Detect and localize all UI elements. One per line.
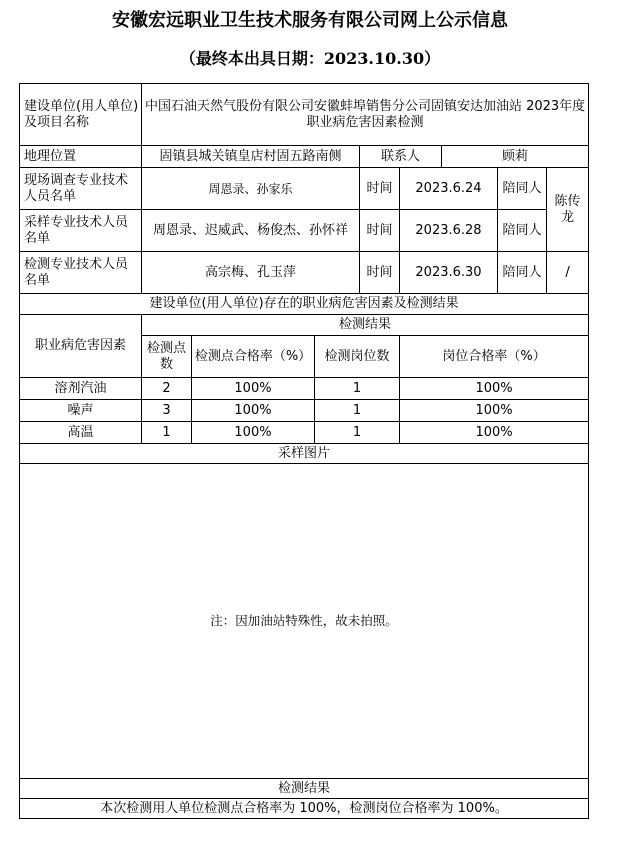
photos-title-row bbox=[20, 444, 589, 464]
posts-cell: 1 bbox=[315, 378, 400, 400]
location-label: 地理位置 bbox=[20, 146, 142, 168]
column-header: 检测点合格率（%） bbox=[192, 336, 315, 378]
points-cell: 2 bbox=[142, 378, 192, 400]
disclosure-table bbox=[19, 83, 589, 819]
testing-escort: / bbox=[547, 252, 589, 294]
testing-time-label: 时间 bbox=[360, 252, 400, 294]
points-cell: 1 bbox=[142, 422, 192, 444]
hazard-header: 职业病危害因素 bbox=[20, 315, 142, 378]
survey-time-label: 时间 bbox=[360, 168, 400, 210]
testing-label: 检测专业技术人员名单 bbox=[20, 252, 142, 294]
testing-date: 2023.6.30 bbox=[400, 252, 498, 294]
project-row bbox=[20, 84, 589, 146]
sampling-names: 周恩录、迟威武、杨俊杰、孙怀祥 bbox=[142, 210, 360, 252]
sampling-label: 采样专业技术人员名单 bbox=[20, 210, 142, 252]
factor-cell: 噪声 bbox=[20, 400, 142, 422]
sampling-row bbox=[20, 210, 589, 252]
testing-row bbox=[20, 252, 589, 294]
factor-cell: 高温 bbox=[20, 422, 142, 444]
posts-cell: 1 bbox=[315, 400, 400, 422]
conclusion-title-row bbox=[20, 779, 589, 799]
column-header: 岗位合格率（%） bbox=[400, 336, 589, 378]
post-rate-cell: 100% bbox=[400, 400, 589, 422]
point-rate-cell: 100% bbox=[192, 400, 315, 422]
contact-value: 顾莉 bbox=[442, 146, 589, 168]
issue-date: （最终本出具日期：2023.10.30） bbox=[179, 49, 441, 68]
factor-cell: 溶剂汽油 bbox=[20, 378, 142, 400]
project-value: 中国石油天然气股份有限公司安徽蚌埠销售分公司固镇安达加油站 2023年度职业病危害因素检测 bbox=[142, 84, 589, 146]
photos-note: 注：因加油站特殊性，故未拍照。 bbox=[20, 464, 589, 779]
survey-label: 现场调查专业技术人员名单 bbox=[20, 168, 142, 210]
sampling-date: 2023.6.28 bbox=[400, 210, 498, 252]
survey-names: 周恩录、孙家乐 bbox=[142, 168, 360, 210]
survey-date: 2023.6.24 bbox=[400, 168, 498, 210]
photos-title: 采样图片 bbox=[20, 444, 589, 464]
sampling-escort-label: 陪同人 bbox=[498, 210, 547, 252]
survey-escort-label: 陪同人 bbox=[498, 168, 547, 210]
results-section-title: 建设单位(用人单位)存在的职业病危害因素及检测结果 bbox=[20, 294, 589, 315]
contact-label: 联系人 bbox=[360, 146, 442, 168]
table-row bbox=[20, 400, 589, 422]
column-header: 检测岗位数 bbox=[315, 336, 400, 378]
location-row bbox=[20, 146, 589, 168]
conclusion-text: 本次检测用人单位检测点合格率为 100%，检测岗位合格率为 100%。 bbox=[20, 799, 589, 819]
testing-names: 高宗梅、孔玉萍 bbox=[142, 252, 360, 294]
results-header-row bbox=[20, 315, 589, 336]
page-title: 安徽宏远职业卫生技术服务有限公司网上公示信息 bbox=[112, 10, 508, 31]
sampling-time-label: 时间 bbox=[360, 210, 400, 252]
project-label: 建设单位(用人单位)及项目名称 bbox=[20, 84, 142, 146]
points-cell: 3 bbox=[142, 400, 192, 422]
survey-escort: 陈传龙 bbox=[547, 168, 589, 252]
post-rate-cell: 100% bbox=[400, 422, 589, 444]
post-rate-cell: 100% bbox=[400, 378, 589, 400]
conclusion-title: 检测结果 bbox=[20, 779, 589, 799]
results-section-row bbox=[20, 294, 589, 315]
posts-cell: 1 bbox=[315, 422, 400, 444]
point-rate-cell: 100% bbox=[192, 422, 315, 444]
location-value: 固镇县城关镇皇店村固五路南侧 bbox=[142, 146, 360, 168]
testing-escort-label: 陪同人 bbox=[498, 252, 547, 294]
result-header: 检测结果 bbox=[142, 315, 589, 336]
point-rate-cell: 100% bbox=[192, 378, 315, 400]
survey-row bbox=[20, 168, 589, 210]
photos-row bbox=[20, 464, 589, 779]
table-row bbox=[20, 422, 589, 444]
table-row bbox=[20, 378, 589, 400]
conclusion-row bbox=[20, 799, 589, 819]
column-header: 检测点数 bbox=[142, 336, 192, 378]
